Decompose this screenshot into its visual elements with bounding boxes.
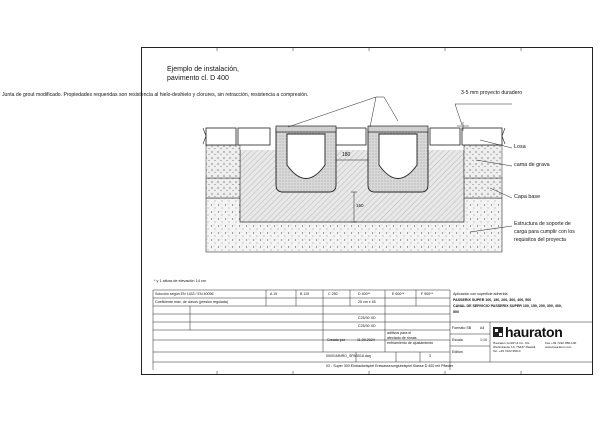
- load-class-b125: B 125: [300, 292, 310, 296]
- load-class-e600: E 600**: [392, 292, 405, 296]
- scale-label: Escala: [452, 338, 463, 342]
- drawing-number: 00001MNRO_SPA3018.dwg: [326, 354, 372, 358]
- hauraton-logo-text: hauraton: [505, 324, 563, 340]
- drawing-title-line1: Ejemplo de instalación,: [167, 66, 239, 73]
- concrete-bedding: [240, 150, 464, 222]
- label-estructura-2: carga para cumplir con los: [514, 229, 575, 235]
- tb-row-e-value: C25/30 XD: [358, 324, 376, 328]
- label-losa: Losa: [514, 144, 526, 150]
- load-class-c250: C 250: [328, 292, 338, 296]
- label-capa-base: Capa base: [514, 194, 541, 200]
- approval-2: afectado de rinnas: [387, 336, 417, 340]
- tb-row-d-value: C25/30 XD: [358, 316, 376, 320]
- footnote: * y 1 altura de elevación 14 cm: [154, 279, 206, 283]
- date-value: 11.09.2024: [357, 338, 375, 342]
- bottom-caption: 03 - Super 300 Einbaubeispiel Entwasserungsbeispiel Klasse D 400 mit Pflaster: [326, 364, 454, 368]
- label-cama-grava: cama de grava: [514, 162, 550, 168]
- label-estructura-3: requisitos del proyecta: [514, 237, 566, 243]
- hauraton-logo-mark: [493, 327, 503, 337]
- tb-row-b: Coeficiente máx. de clavos (presión regulada): [155, 300, 229, 304]
- grout-note: Junta de grout modificado. Propiedades requeridas son resistencia al hielo-deshielo y clorures, sin retracción, resistencia a compresión.: [2, 92, 309, 98]
- joint-note: 3-5 mm proyecto duradero: [461, 90, 523, 96]
- channel-right: [368, 126, 428, 192]
- load-class-a15: A 15: [270, 292, 278, 296]
- approval-3: enfriamiento de ajustamiento: [387, 341, 434, 345]
- product-line-1: Aplicación con superficie adherida: [453, 292, 508, 296]
- company-contact: Fax +49 7222 958-100 www.hauraton.com: [545, 342, 577, 349]
- load-class-d400: D 400**: [358, 292, 371, 296]
- load-class-f900: F 900**: [421, 292, 433, 296]
- company-address: Hauraton GmbH & Co. KG Werkstrasse 13, 76437 Rastatt Tel. +49 7222 958-0: [493, 342, 536, 353]
- tb-row-a: Solución según EN 1433 / EN 40096: [155, 292, 214, 296]
- edition-label: Edition: [452, 350, 463, 354]
- date-label: Creado por: [327, 338, 345, 342]
- channel-left: [276, 126, 336, 192]
- dimension-150-label: 150: [356, 203, 364, 208]
- drawing-title-line2: pavimento cl. D 400: [167, 75, 229, 82]
- product-line-3: CANAL DE SERVICIO PASSERIX SUPER 100, 150, 200, 300, 400,: [453, 304, 562, 308]
- gravel-bed-left: [206, 145, 240, 178]
- tb-row-c-value: 25 cm x 45: [358, 300, 376, 304]
- approval-1: aditivos para el: [387, 331, 412, 335]
- format-value: A4: [480, 326, 485, 330]
- sheet-number: 3: [429, 354, 431, 358]
- label-estructura-1: Estructura de soporte de: [514, 221, 571, 227]
- format-label: Formato SB: [452, 326, 472, 330]
- scale-value: 1:10: [480, 338, 487, 342]
- paving-slabs: [206, 128, 502, 145]
- dimension-180-label: 180: [342, 152, 351, 158]
- gravel-bed-right: [464, 145, 502, 178]
- product-line-4: 500: [453, 310, 459, 314]
- product-line-2: PASSERIX SUPER 100, 150, 200, 300, 400, 500: [453, 298, 532, 302]
